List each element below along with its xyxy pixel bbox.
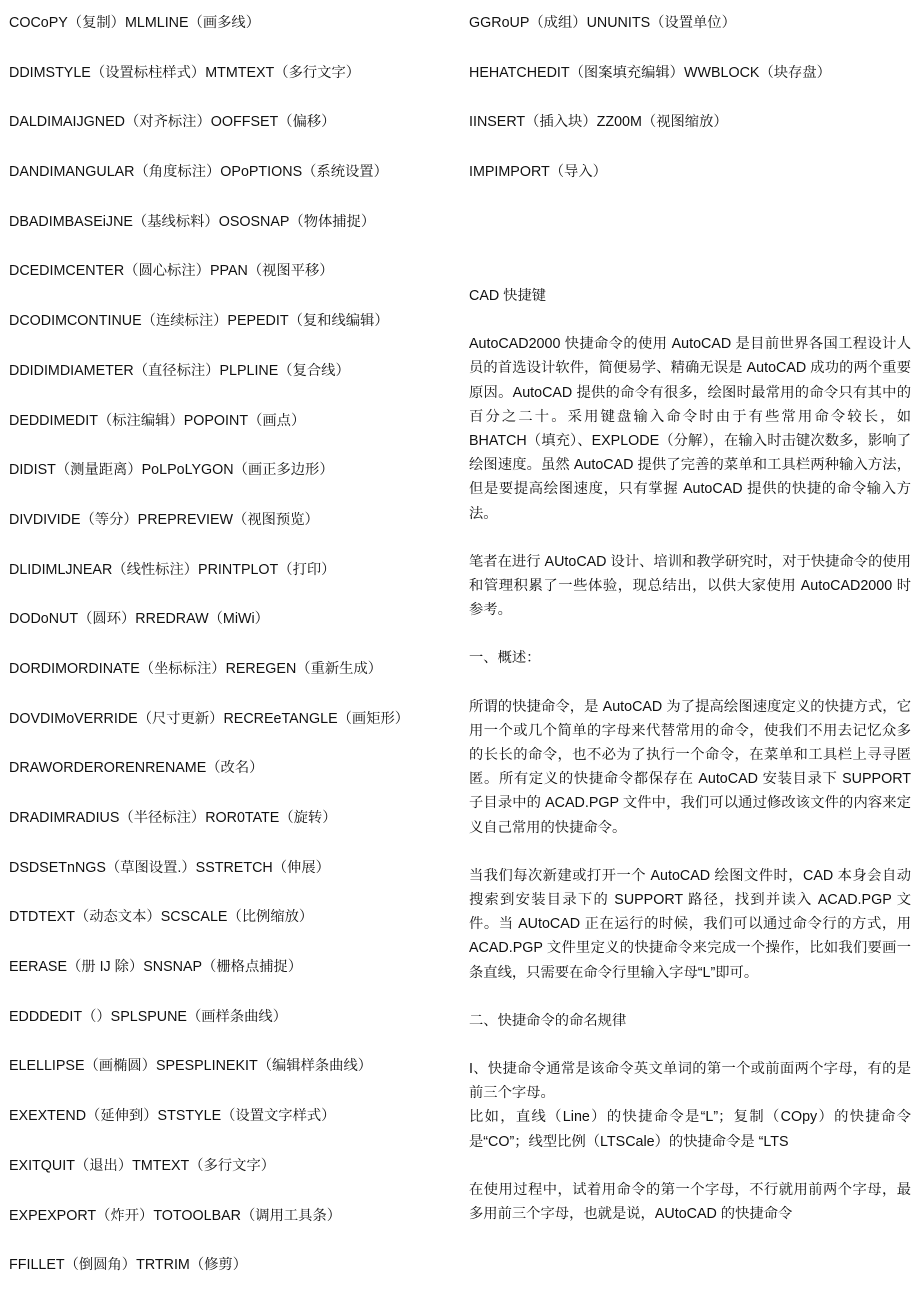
command-line: HEHATCHEDIT（图案填充编辑）WWBLOCK（块存盘） — [469, 64, 831, 81]
article-paragraph: I、快捷命令通常是该命令英文单词的第一个或前面两个字母，有的是前三个字母。 — [469, 1061, 911, 1102]
command-line: EXPEXPORT（炸开）TOTOOLBAR（调用工具条） — [9, 1207, 342, 1224]
command-line: DRAWORDERORENRENAME（改名） — [9, 760, 264, 777]
section-heading: 二、快捷命令的命名规律 — [469, 1012, 627, 1029]
command-line: DANDIMANGULAR（角度标注）OPoPTIONS（系统设置） — [9, 164, 388, 181]
command-line: EERASE（册 IJ 除）SNSNAP（栅格点捕捉） — [9, 959, 303, 976]
command-line: DLIDIMLJNEAR（线性标注）PRINTPLOT（打印） — [9, 561, 336, 578]
command-line: IINSERT（插入块）ZZ00M（视图缩放） — [469, 114, 728, 131]
left-command-list — [9, 11, 449, 1303]
command-line: GGRoUP（成组）UNUNITS（设置单位） — [469, 15, 736, 31]
article — [469, 284, 911, 1226]
command-line: FFILLET（倒圆角）TRTRIM（修剪） — [9, 1257, 248, 1274]
article-paragraph: 笔者在进行 AUtoCAD 设计、培训和教学研究时，对于快捷命令的使用和管理积累了一些体验，现总结出，以供大家使用 AutoCAD2000 时参考。 — [469, 553, 911, 619]
command-line: DBADIMBASEiJNE（基线标料）OSOSNAP（物体捕捉） — [9, 213, 376, 230]
command-line: DCODIMCONTINUE（连续标注）PEPEDIT（复和线编辑） — [9, 313, 389, 330]
command-line: DODoNUT（圆环）RREDRAW（MiWi） — [9, 611, 269, 628]
command-line: DORDIMORDINATE（坐标标注）REREGEN（重新生成） — [9, 660, 383, 677]
command-line: EXEXTEND（延伸到）STSTYLE（设置文字样式） — [9, 1108, 336, 1125]
command-line: DEDDIMEDIT（标注编辑）POPOINT（画点） — [9, 412, 306, 429]
right-command-list — [469, 11, 911, 210]
command-line: DALDIMAIJGNED（对齐标注）OOFFSET（偏移） — [9, 114, 336, 131]
section-heading: 一、概述： — [469, 650, 541, 667]
article-paragraph: 比如，直线（Line）的快捷命令是“L”；复制（COpy）的快捷命令是“CO”；线型比例（LTSCale）的快捷命令是 “LTS — [469, 1109, 911, 1150]
command-line: DSDSETnNGS（草图设置.）SSTRETCH（伸展） — [9, 859, 330, 876]
article-paragraph: 当我们每次新建或打开一个 AutoCAD 绘图文件时，CAD 本身会自动搜索到安装目录下的 SUPPORT 路径，找到并读入 ACAD.PGP 文件。当 AUtoCAD 正在运行的时候，我们可以通过命令行的方式，用 ACAD.PGP 文件里定义的快捷命令来完成一个操作，比如我们要画一条直线，只需要在命令行里输入字母“L”即可。 — [469, 867, 911, 981]
command-line: IMPIMPORT（导入） — [469, 164, 607, 181]
command-line: COCoPY（复制）MLMLINE（画多线） — [9, 15, 261, 31]
right-column — [469, 11, 911, 1223]
article-paragraph: AutoCAD2000 快捷命令的使用 AutoCAD 是目前世界各国工程设计人员的首选设计软件，简便易学、精确无误是 AutoCAD 成功的两个重要原因。AutoCAD 提供的命令有很多，绘图时最常用的命令只有其中的百分之二十。采用键盘输入命令时由于有些常用命令较长，如 BHATCH（填充）、EXPLODE（分解），在输入时击键次数多，影响了绘图速度。虽然 AutoCAD 提供了完善的菜单和工具栏两种输入方法，但是要提高绘图速度，只有掌握 AutoCAD 提供的快捷的命令输入方法。 — [469, 336, 911, 522]
article-paragraph: 在使用过程中，试着用命令的第一个字母，不行就用前两个字母，最多用前三个字母，也就是说，AUtoCAD 的快捷命令 — [469, 1181, 911, 1223]
command-line: DOVDIMoVERRIDE（尺寸更新）RECREeTANGLE（画矩形） — [9, 710, 410, 727]
article-title: CAD 快捷键 — [469, 288, 547, 304]
command-line: DCEDIMCENTER（圆心标注）PPAN（视图平移） — [9, 263, 334, 280]
command-line: DDIMSTYLE（设置标柱样式）MTMTEXT（多行文字） — [9, 64, 361, 81]
command-line: DIDIST（测量距离）PoLPoLYGON（画正多边形） — [9, 462, 334, 479]
command-line: EXITQUIT（退出）TMTEXT（多行文字） — [9, 1157, 276, 1174]
command-line: ELELLIPSE（画椭圆）SPESPLINEKIT（编辑样条曲线） — [9, 1058, 373, 1075]
command-line: DIVDIVIDE（等分）PREPREVIEW（视图预览） — [9, 511, 319, 528]
command-line: EDDDEDIT（）SPLSPUNE（画样条曲线） — [9, 1008, 288, 1025]
article-paragraph: 所谓的快捷命令，是 AutoCAD 为了提高绘图速度定义的快捷方式，它用一个或几个简单的字母来代替常用的命令，使我们不用去记忆众多的长长的命令，也不必为了执行一个命令，在菜单和工具栏上寻寻匿匿。所有定义的快捷命令都保存在 AutoCAD 安装目录下 SUPPORT 子目录中的 ACAD.PGP 文件中，我们可以通过修改该文件的内容来定义自己常用的快捷命令。 — [469, 698, 911, 836]
command-line: DRADIMRADIUS（半径标注）ROR0TATE（旋转） — [9, 810, 337, 826]
command-line: DTDTEXT（动态文本）SCSCALE（比例缩放） — [9, 909, 314, 926]
command-line: DDIDIMDIAMETER（直径标注）PLPLINE（复合线） — [9, 362, 350, 379]
